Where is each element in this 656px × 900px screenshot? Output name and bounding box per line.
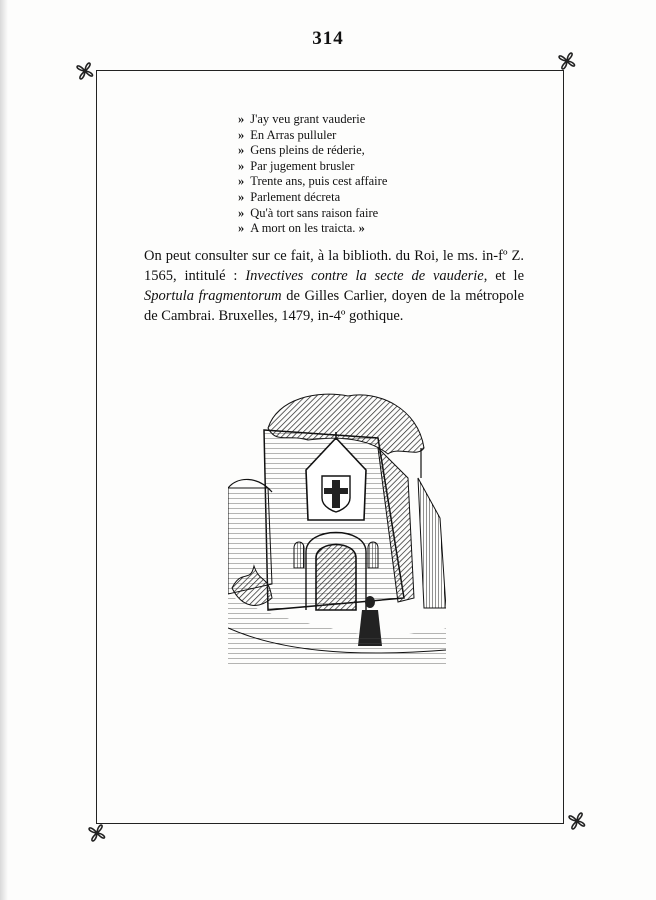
verse-line: » Qu'à tort sans raison faire — [238, 205, 379, 220]
fleuron-corner-icon — [554, 48, 580, 74]
verse-line: » Par jugement brusler — [238, 158, 355, 173]
fleuron-corner-icon — [84, 820, 110, 846]
fleuron-corner-icon — [564, 808, 590, 834]
verse-line: » Trente ans, puis cest affaire — [238, 174, 388, 189]
spine-shadow — [0, 0, 8, 900]
verse-line: » J'ay veu grant vauderie — [238, 112, 366, 126]
fleuron-corner-icon — [72, 58, 98, 84]
verse-line: » Parlement décreta — [238, 189, 341, 204]
title-sportula: Sportula fragmentorum — [144, 288, 282, 304]
page-number: 314 — [312, 28, 344, 49]
body-paragraph: On peut consulter sur ce fait, à la biblioth. du Roi, le ms. in-fº Z. 1565, intitulé : Invectives contre la secte de vauderie, et le Sportula fragmentorum de Gilles Carlier, doyen de la métropole de Cambrai. Bruxelles, 1479, in-4º gothique. — [144, 248, 525, 324]
verse-line: » Gens pleins de réderie, — [238, 143, 365, 158]
engraving-ruined-gothic-gate — [228, 388, 446, 664]
verse-block — [238, 112, 387, 237]
verse-line: » A mort on les traicta. » — [238, 221, 365, 236]
verse-line: » En Arras pulluler — [238, 127, 337, 142]
title-invectives: Invectives contre la secte de vauderie — [245, 268, 484, 284]
